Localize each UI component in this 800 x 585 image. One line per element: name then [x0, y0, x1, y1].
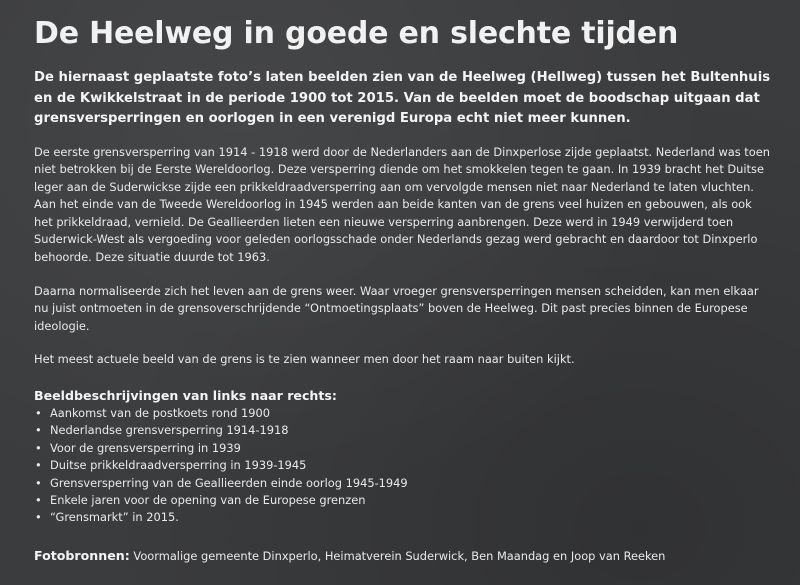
caption-item	[34, 422, 774, 439]
caption-text: Voor de grensversperring in 1939	[50, 440, 241, 455]
photo-sources	[34, 547, 774, 565]
normalisation-paragraph: Daarna normaliseerde zich het leven aan de grens weer. Waar vroeger grensversperringen mensen scheidden, kan men elkaar nu juist ontmoeten in de grensoverschrijdende “Ontmoetingsplaats” boven de Heelweg. Dit past precies binnen de Europese ideologie.	[34, 283, 759, 333]
bullet-icon: •	[35, 423, 42, 438]
captions-list	[34, 405, 774, 527]
photo-sources-text: Voormalige gemeente Dinxperlo, Heimatverein Suderwick, Ben Maandag en Joop van Reeken	[133, 548, 666, 563]
caption-item	[34, 509, 774, 526]
bullet-icon: •	[35, 440, 42, 455]
caption-item	[34, 475, 774, 492]
bullet-icon: •	[35, 510, 42, 525]
caption-item	[34, 492, 774, 509]
caption-text: “Grensmarkt” in 2015.	[50, 510, 179, 525]
page-title: De Heelweg in goede en slechte tijden	[34, 16, 679, 51]
bullet-icon: •	[35, 406, 42, 421]
caption-item	[34, 405, 774, 422]
caption-text: Aankomst van de postkoets rond 1900	[50, 406, 270, 421]
intro-paragraph: De hiernaast geplaatste foto’s laten beelden zien van de Heelweg (Hellweg) tussen het Bultenhuis en de Kwikkelstraat in de periode 1900 tot 2015. Van de beelden moet de boodschap uitgaan dat grensversperringen en oorlogen in een verenigd Europa echt niet meer kunnen.	[34, 70, 771, 126]
caption-item	[34, 457, 774, 474]
history-paragraph: De eerste grensversperring van 1914 - 1918 werd door de Nederlanders aan de Dinxperlose zijde geplaatst. Nederland was toen niet betrokken bij de Eerste Wereldoorlog. Deze versperring diende om het smokkelen tegen te gaan. In 1939 bracht het Duitse leger aan de Suderwickse zijde een prikkeldraadversperring aan om vervolgde mensen niet naar Nederland te laten vluchten. Aan het einde van de Tweede Wereldoorlog in 1945 werden aan beide kanten van de grens veel huizen en gebouwen, als ook het prikkeldraad, vernield. De Geallieerden lieten een nieuwe versperring aanbrengen. Deze werd in 1949 verwijderd toen Suderwick-West als vergoeding voor geleden oorlogsschade onder Nederlands gezag werd gebracht en daardoor tot Dinxperlo behoorde. Deze situatie duurde tot 1963.	[34, 144, 770, 265]
bullet-icon: •	[35, 493, 42, 508]
caption-text: Enkele jaren voor de opening van de Europese grenzen	[50, 493, 366, 508]
photo-sources-label: Fotobronnen:	[34, 547, 130, 563]
current-view-paragraph: Het meest actuele beeld van de grens is te zien wanneer men door het raam naar buiten kijkt.	[34, 352, 575, 367]
caption-text: Grensversperring van de Geallieerden einde oorlog 1945-1949	[50, 475, 408, 490]
caption-text: Nederlandse grensversperring 1914-1918	[50, 423, 289, 438]
bullet-icon: •	[35, 458, 42, 473]
captions-heading: Beeldbeschrijvingen van links naar rechts:	[34, 388, 337, 404]
caption-text: Duitse prikkeldraadversperring in 1939-1945	[50, 458, 307, 473]
bullet-icon: •	[35, 475, 42, 490]
caption-item	[34, 440, 774, 457]
